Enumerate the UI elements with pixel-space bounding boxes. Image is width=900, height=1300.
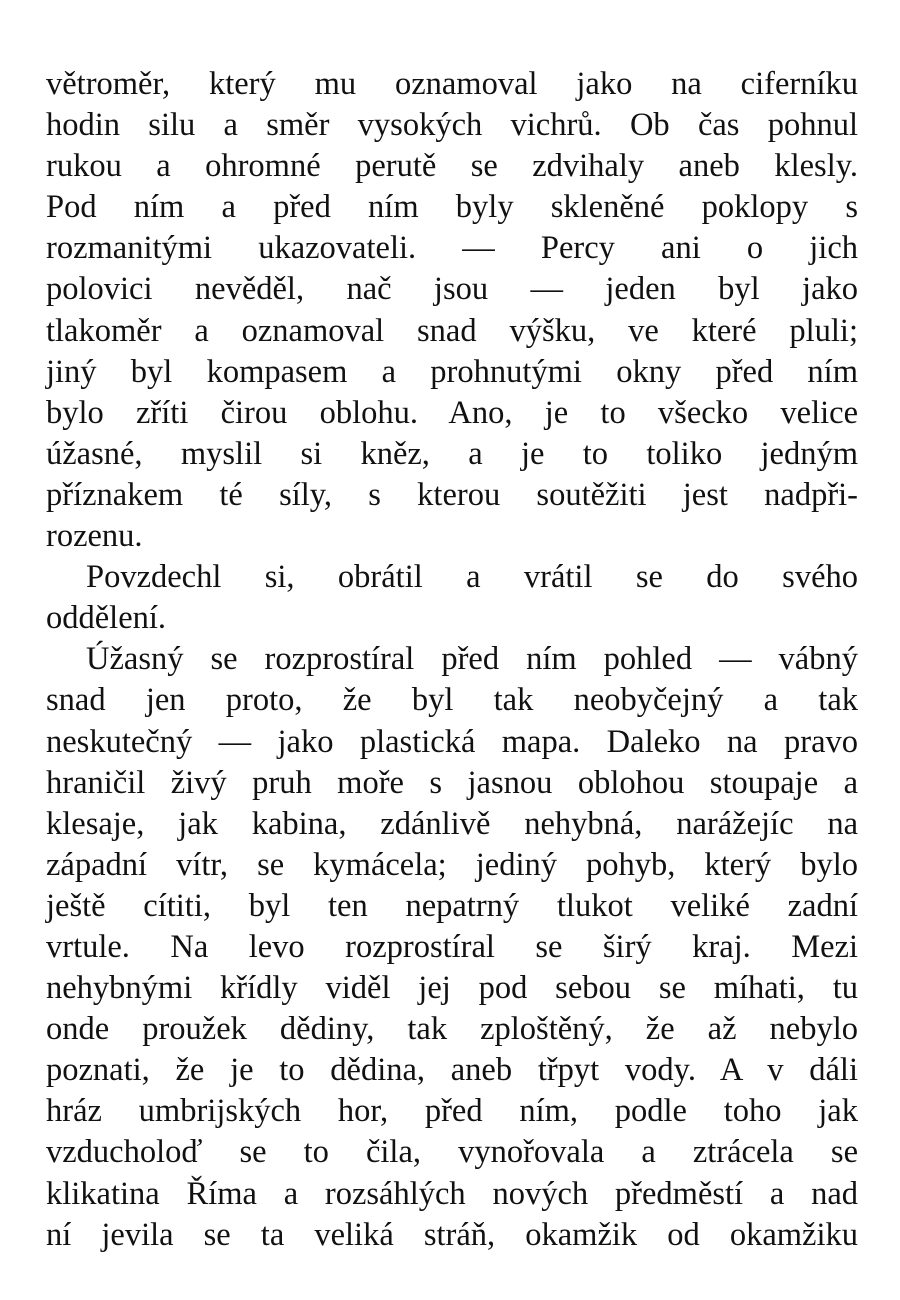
text-line: větroměr, který mu oznamoval jako na ciferníku: [46, 66, 858, 102]
text-line: neskutečný — jako plastická mapa. Daleko na pravo: [46, 723, 858, 760]
text-line: snad jen proto, že byl tak neobyčejný a tak: [46, 682, 858, 719]
text-line: onde proužek dědiny, tak zploštěný, že až nebylo: [46, 1011, 858, 1048]
text-line: vrtule. Na levo rozprostíral se širý kraj. Mezi: [46, 928, 858, 965]
text-line: Úžasný se rozprostíral před ním pohled — vábný: [86, 641, 858, 678]
text-line: polovici nevěděl, nač jsou — jeden byl jako: [46, 271, 858, 308]
text-line: bylo zříti čirou oblohu. Ano, je to všecko velice: [46, 394, 858, 431]
text-line: Pod ním a před ním byly skleněné poklopy s: [46, 189, 858, 226]
text-line: tlakoměr a oznamoval snad výšku, ve které pluli;: [46, 312, 858, 349]
text-line: úžasné, myslil si kněz, a je to toliko jedným: [46, 435, 858, 472]
text-line: hodin silu a směr vysokých vichrů. Ob čas pohnul: [46, 107, 858, 144]
text-line: rozenu.: [46, 518, 143, 555]
text-line: západní vítr, se kymácela; jediný pohyb, který bylo: [46, 846, 858, 883]
text-line: oddělení.: [46, 600, 167, 637]
text-line: jiný byl kompasem a prohnutými okny před ním: [46, 353, 858, 390]
text-line: ještě cítiti, byl ten nepatrný tlukot veliké zadní: [46, 887, 858, 924]
text-line: Povzdechl si, obrátil a vrátil se do svého: [86, 559, 858, 596]
text-line: příznakem té síly, s kterou soutěžiti jest nadpři-: [46, 476, 858, 513]
text-line: poznati, že je to dědina, aneb třpyt vody. A v dáli: [46, 1052, 858, 1089]
paragraph-3: [46, 639, 858, 1255]
paragraph-2: [46, 557, 858, 639]
text-line: ní jevila se ta veliká stráň, okamžik od okamžiku: [46, 1216, 858, 1253]
text-line: klesaje, jak kabina, zdánlivě nehybná, narážejíc na: [46, 805, 858, 842]
text-line: nehybnými křídly viděl jej pod sebou se míhati, tu: [46, 970, 858, 1007]
text-line: hraničil živý pruh moře s jasnou oblohou stoupaje a: [46, 764, 858, 801]
text-line: vzducholoď se to čila, vynořovala a ztrácela se: [46, 1134, 858, 1171]
paragraph-1: [46, 64, 858, 557]
page-text: [46, 64, 858, 1256]
text-line: klikatina Říma a rozsáhlých nových předměstí a nad: [46, 1175, 858, 1212]
text-line: rukou a ohromné perutě se zdvihaly aneb klesly.: [46, 148, 858, 185]
text-line: hráz umbrijských hor, před ním, podle toho jak: [46, 1093, 858, 1130]
text-line: rozmanitými ukazovateli. — Percy ani o jich: [46, 230, 858, 267]
